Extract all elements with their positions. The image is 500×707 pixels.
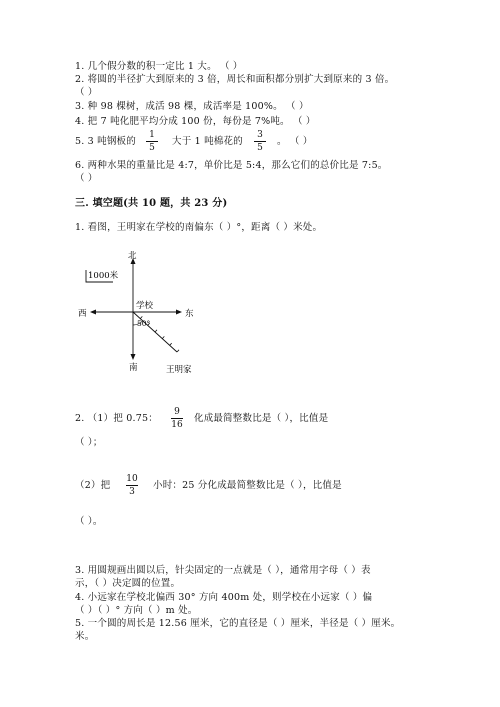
judge-q4: 4. 把 7 吨化肥平均分成 100 份，每份是 7%吨。 （ ） [75,116,316,127]
judge-q1: 1. 几个假分数的积一定比 1 大。 （ ） [75,61,243,72]
section-title: 三. 填空题(共 10 题，共 23 分) [75,198,228,209]
fraction-bar [254,141,266,142]
judge-q3: 3. 种 98 棵树，成活 98 棵，成活率是 100%。 （ ） [75,101,309,112]
school-label: 学校 [136,301,154,311]
west-label: 西 [78,309,87,319]
fraction-denominator: 5 [149,143,155,153]
judge-q5-middle: 大于 1 吨棉花的 [172,136,243,147]
fraction-numerator: 3 [257,130,263,140]
fraction-numerator: 9 [174,407,180,417]
fill-q2-fraction [170,407,184,430]
judge-q6-line1: 6. 两种水果的重量比是 4:7，单价比是 5:4，那么它们的总价比是 7:5。 [75,160,388,171]
direction-map [75,250,205,380]
fill-q2-blank: （ ）； [75,437,103,448]
fraction-denominator: 5 [257,143,263,153]
judge-q5-prefix: 5. 3 吨钢板的 [75,136,136,147]
judge-q2-line1: 2. 将圆的半径扩大到原来的 3 倍，周长和面积都分别扩大到原来的 3 倍。 [75,74,395,85]
fill-q2b-blank: （ ）。 [75,516,103,527]
fill-q5-line2: 米。 [75,631,95,642]
fill-q3-line1: 3. 用圆规画出圆以后，针尖固定的一点就是（ ），通常用字母（ ）表 [75,565,371,576]
fraction-bar [146,141,158,142]
fraction-numerator: 1 [149,130,155,140]
south-label: 南 [129,363,138,373]
east-label: 东 [185,309,194,319]
east-arrow-icon [176,310,182,315]
home-label: 王明家 [166,365,192,375]
west-arrow-icon [90,310,96,315]
fraction-bar [171,418,183,419]
fill-q2-text: 化成最简整数比是（ ），比值是 [194,413,329,424]
fraction-denominator: 16 [171,420,183,430]
fill-q5-line1: 5. 一个圆的周长是 12.56 厘米，它的直径是（ ）厘米，半径是（ ）厘米。 [75,618,401,629]
fraction-numerator: 10 [126,474,138,484]
south-arrow-icon [131,354,136,360]
judge-q5-end: 。 （ ） [277,136,313,147]
judge-q6-line2: （ ） [75,173,98,184]
fraction-denominator: 3 [129,487,135,497]
judge-q5-fraction-2 [253,130,267,153]
scale-label: 1000米 [88,271,119,281]
angle-label: 50° [137,319,151,328]
fill-q2-prefix: 2. （1）把 0.75： [75,413,158,424]
north-label: 北 [128,251,137,261]
judge-q5-fraction-1 [145,130,159,153]
fill-q3-line2: 示，（ ）决定圆的位置。 [75,578,181,589]
fill-q2b-prefix: （2）把 [75,480,111,491]
fill-q4-line2: （ ）（ ）° 方向（ ）m 处。 [75,605,198,616]
fill-q2b-text: 小时：25 分化成最简整数比是（ ），比值是 [153,480,342,491]
fill-q4-line1: 4. 小远家在学校北偏西 30° 方向 400m 处，则学校在小远家（ ）偏 [75,592,373,603]
judge-q2-line2: （ ） [75,87,98,98]
fill-q2b-fraction [125,474,139,497]
fill-q1: 1. 看图，王明家在学校的南偏东（ ）°，距离（ ）米处。 [75,222,323,233]
fraction-bar [126,485,138,486]
